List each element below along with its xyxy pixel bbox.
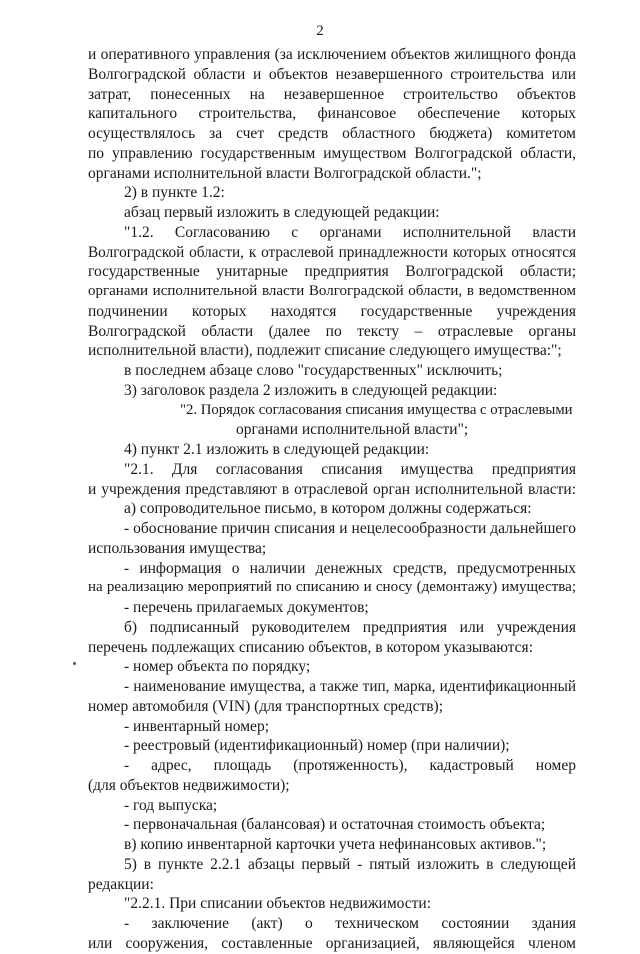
text-line: - инвентарный номер; [124,717,269,735]
text-line: перечень подлежащих списанию объектов, в котором указываются: [88,638,533,656]
document-body [88,45,576,954]
text-line: "2.1. Для согласования списания имущества предприятия [124,460,576,478]
text-line: осуществлялось за счет средств областного бюджета) комитетом [88,125,576,142]
text-line: Волгоградской области, к отраслевой принадлежности которых относятся [88,243,576,261]
text-line: исполнительной власти), подлежит списание следующего имущества:"; [88,342,562,360]
text-line: - первоначальная (балансовая) и остаточная стоимость объекта; [124,816,546,834]
scan-speck [73,662,76,665]
section-heading-line: "2. Порядок согласования списания имущества с отраслевыми [180,401,573,418]
text-line: "2.2.1. При списании объектов недвижимости: [124,895,432,913]
text-line: "1.2. Согласованию с органами исполнительной власти [124,223,576,241]
section-heading-line: органами исполнительной власти"; [236,421,469,439]
text-line: - обоснование причин списания и нецелесообразности дальнейшего [124,520,576,537]
text-line: - год выпуска; [124,796,218,814]
page-number: 2 [316,23,324,39]
text-line: - перечень прилагаемых документов; [124,599,369,616]
text-line: в последнем абзаце слово "государственных" исключить; [124,362,503,379]
text-line: органами исполнительной власти Волгоградской области, в ведомственном [88,283,576,299]
text-line: Волгоградской области (далее по тексту – отраслевые органы [88,322,576,340]
text-line: капитального строительства, финансовое обеспечение которых [88,105,576,123]
text-line: 5) в пункте 2.2.1 абзацы первый - пятый изложить в следующей [124,855,576,873]
text-line: - информация о наличии денежных средств, предусмотренных [124,559,576,577]
text-line: подчинении которых находятся государственные учреждения [88,302,576,320]
text-line: 3) заголовок раздела 2 изложить в следующей редакции: [124,381,498,399]
text-line: - наименование имущества, а также тип, марка, идентификационный [124,678,576,695]
text-line: 2) в пункте 1.2: [124,184,225,202]
text-line: абзац первый изложить в следующей редакции: [124,204,440,221]
text-line: - номер объекта по порядку; [124,658,311,676]
text-line: номер автомобиля (VIN) (для транспортных средств); [88,697,444,715]
text-line: использования имущества; [88,539,267,557]
text-line: - заключение (акт) о техническом состоянии здания [124,915,576,932]
text-line: 4) пункт 2.1 изложить в следующей редакции: [124,441,430,458]
text-line: по управлению государственным имуществом Волгоградской области, [88,144,576,162]
text-line: - реестровый (идентификационный) номер (при наличии); [124,737,510,755]
text-line: Волгоградской области и объектов незавершенного строительства или [88,65,576,83]
text-line: затрат, понесенных на незавершенное строительство объектов [88,85,576,103]
text-line: (для объектов недвижимости); [88,776,290,794]
text-line: государственные унитарные предприятия Волгоградской области; [88,263,576,281]
text-line: а) сопроводительное письмо, в котором должны содержаться: [124,500,532,518]
text-line: в) копию инвентарной карточки учета нефинансовых активов."; [124,836,547,853]
text-line: редакции: [88,875,154,893]
text-line: б) подписанный руководителем предприятия или учреждения [124,618,576,636]
text-line: на реализацию мероприятий по списанию и сносу (демонтажу) имущества; [88,579,576,596]
text-line: - адрес, площадь (протяженность), кадастровый номер [124,757,576,774]
text-line: и оперативного управления (за исключением объектов жилищного фонда [88,46,576,63]
text-line: и учреждения представляют в отраслевой орган исполнительной власти: [88,480,576,498]
text-line: органами исполнительной власти Волгоградской области."; [88,164,482,182]
text-line: или сооружения, составленные организацией, являющейся членом [88,934,576,952]
